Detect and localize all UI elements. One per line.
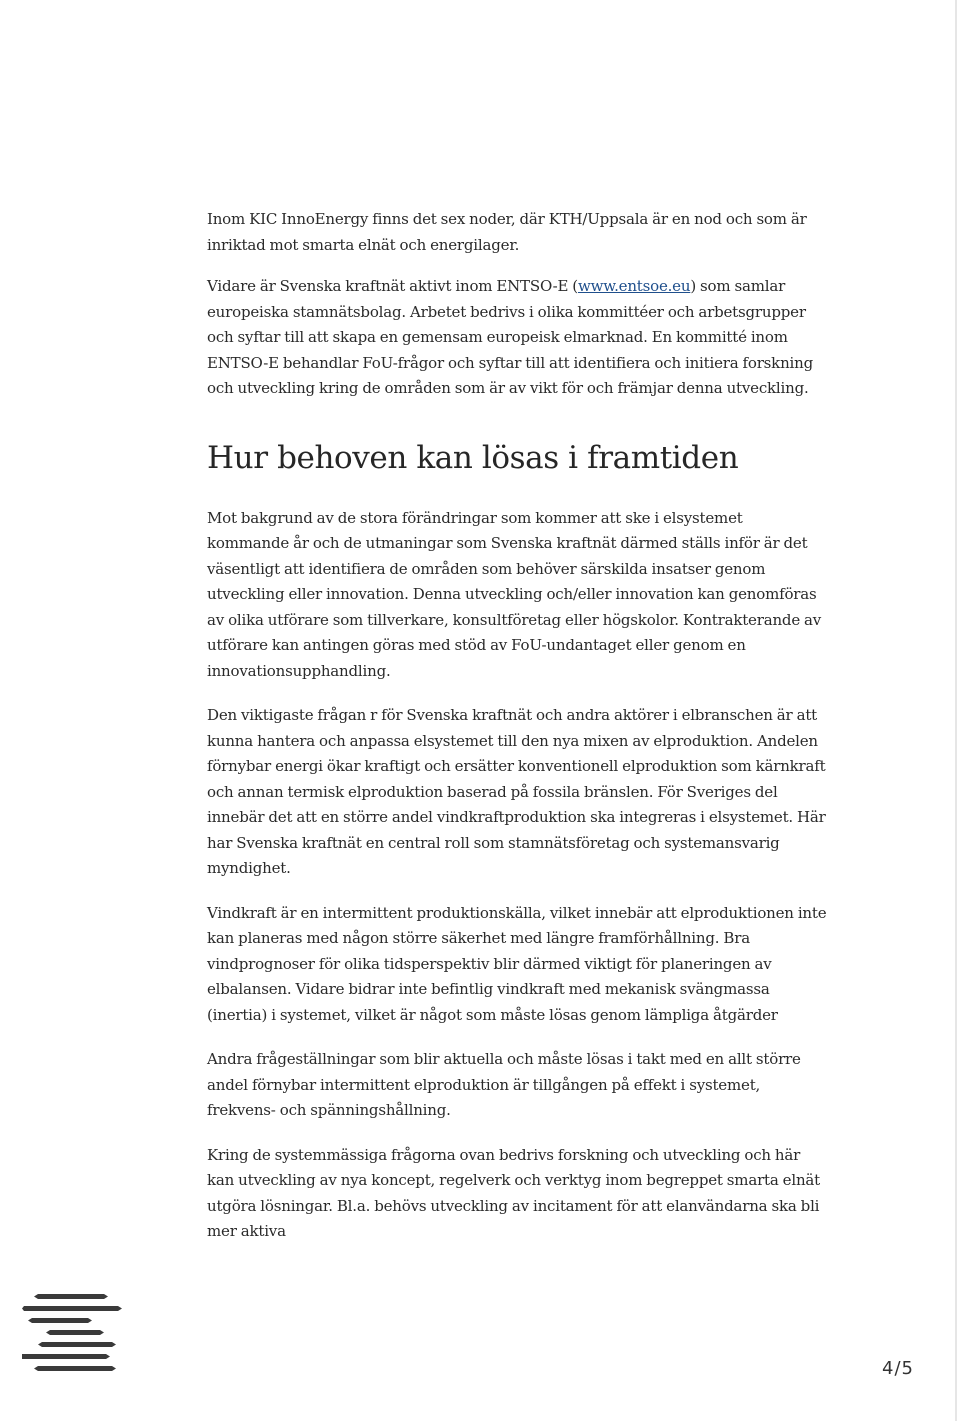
paragraph-section-5: Kring de systemmässiga frågorna ovan bedrivs forskning och utveckling och här kan utveckling av nya koncept, regelverk och verktyg inom begreppet smarta elnät utgöra lösningar. Bl.a. behövs utveckling av incitament för att elanvändarna ska bli mer aktiva	[207, 1145, 820, 1240]
paragraph-section-1: Mot bakgrund av de stora förändringar som kommer att ske i elsystemet kommande år och de utmaningar som Svenska kraftnät därmed ställs inför är det väsentligt att identifiera de områden som behöver särskilda insatser genom utveckling eller innovation. Denna utveckling och/eller innovation kan genomföras av olika utförare som tillverkare, konsultföretag eller högskolor. Kontrakterande av utförare kan antingen göras med stöd av FoU-undantaget eller genom en innovationsupphandling.	[207, 508, 822, 680]
entso-text-before: Vidare är Svenska kraftnät aktivt inom ENTSO-E (	[207, 277, 578, 295]
paragraph-section-4: Andra frågeställningar som blir aktuella och måste lösas i takt med en allt större andel förnybar intermittent elproduktion är tillgången på effekt i systemet, frekvens- och spänningshållning.	[207, 1050, 801, 1119]
scan-edge	[955, 0, 957, 1421]
paragraph-section-2: Den viktigaste frågan r för Svenska kraftnät och andra aktörer i elbranschen är att kunna hantera och anpassa elsystemet till den nya mixen av elproduktion. Andelen förnybar energi ökar kraftigt och ersätter konventionell elproduktion som kärnkraft och annan termisk elproduktion baserad på fossila bränslen. För Sveriges del innebär det att en större andel vindkraftproduktion ska integreras i elsystemet. Här har Svenska kraftnät en central roll som stamnätsföretag och systemansvarig myndighet.	[207, 706, 826, 877]
paragraph-entso-e	[207, 274, 827, 402]
paragraph-section-3: Vindkraft är en intermittent produktionskälla, vilket innebär att elproduktionen inte kan planeras med någon större säkerhet med längre framförhållning. Bra vindprognoser för olika tidsperspektiv blir därmed viktigt för planeringen av elbalansen. Vidare bidrar inte befintlig vindkraft med mekanisk svängmassa (inertia) i systemet, vilket är något som måste lösas genom lämpliga åtgärder	[207, 903, 827, 1024]
paragraph-kic-innoenergy: Inom KIC InnoEnergy finns det sex noder, där KTH/Uppsala är en nod och som är inriktad mot smarta elnät och energilager.	[207, 210, 807, 254]
document-body	[207, 207, 827, 1264]
entsoe-link[interactable]: www.entsoe.eu	[577, 277, 691, 295]
svenska-kraftnat-logo-icon	[22, 1288, 122, 1378]
page-number: 4/5	[882, 1358, 914, 1379]
section-heading: Hur behoven kan lösas i framtiden	[207, 439, 739, 476]
entso-text-after: ) som samlar europeiska stamnätsbolag. Arbetet bedrivs i olika kommittéer och arbetsgrupper och syftar till att skapa en gemensam europeisk elmarknad. En kommitté inom ENTSO-E behandlar FoU-frågor och syftar till att identifiera och initiera forskning och utveckling kring de områden som är av vikt för och främjar denna utveckling.	[207, 277, 813, 397]
